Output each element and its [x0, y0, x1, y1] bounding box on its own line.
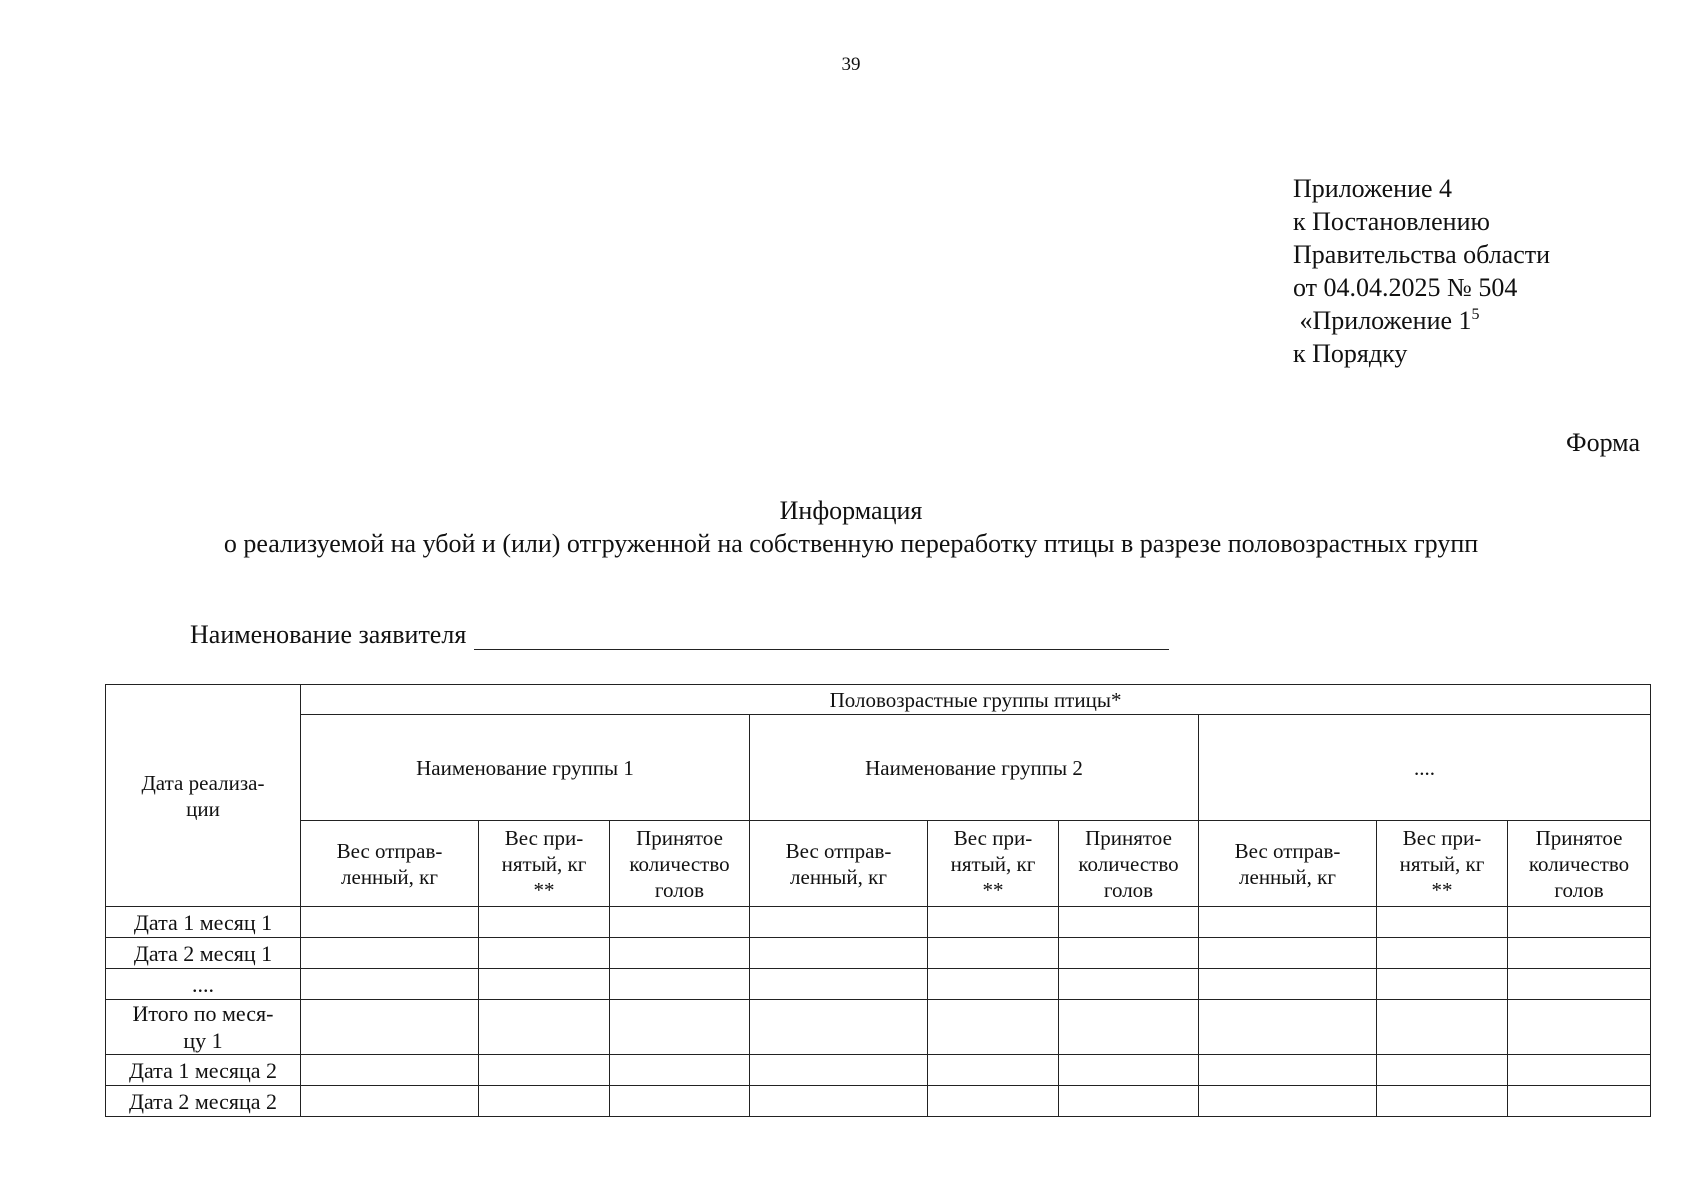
document-title: Информация — [779, 496, 923, 525]
empty-entry-cell[interactable] — [301, 1000, 479, 1055]
table-row — [106, 1000, 1651, 1055]
poultry-sales-table — [105, 684, 1651, 1117]
row-label: Дата 2 месяц 1 — [106, 938, 301, 969]
empty-entry-cell[interactable] — [928, 938, 1059, 969]
empty-entry-cell[interactable] — [1199, 969, 1377, 1000]
document-subtitle: о реализуемой на убой и (или) отгруженной на собственную переработку птицы в разрезе половозрастных групп — [223, 529, 1479, 558]
row-label: Дата 2 месяца 2 — [106, 1086, 301, 1117]
empty-entry-cell[interactable] — [750, 1086, 928, 1117]
subcolumn-header: Вес при- нятый, кг ** — [479, 821, 610, 907]
empty-entry-cell[interactable] — [479, 907, 610, 938]
empty-entry-cell[interactable] — [928, 969, 1059, 1000]
empty-entry-cell[interactable] — [610, 907, 750, 938]
age-groups-header: Половозрастные группы птицы* — [301, 685, 1651, 715]
subcolumn-header: Вес отправ- ленный, кг — [750, 821, 928, 907]
date-column-header: Дата реализа- ции — [106, 685, 301, 907]
empty-entry-cell[interactable] — [301, 1055, 479, 1086]
appendix-reference — [1293, 172, 1550, 370]
empty-entry-cell[interactable] — [1199, 1086, 1377, 1117]
empty-entry-cell[interactable] — [1377, 1086, 1508, 1117]
empty-entry-cell[interactable] — [301, 1086, 479, 1117]
empty-entry-cell[interactable] — [1199, 1000, 1377, 1055]
group-header: .... — [1199, 715, 1651, 821]
empty-entry-cell[interactable] — [1508, 907, 1651, 938]
appendix-line: к Порядку — [1293, 339, 1408, 368]
empty-entry-cell[interactable] — [479, 969, 610, 1000]
empty-entry-cell[interactable] — [1059, 938, 1199, 969]
empty-entry-cell[interactable] — [479, 1055, 610, 1086]
empty-entry-cell[interactable] — [928, 1055, 1059, 1086]
empty-entry-cell[interactable] — [1199, 938, 1377, 969]
table-row — [106, 907, 1651, 938]
empty-entry-cell[interactable] — [1508, 938, 1651, 969]
empty-entry-cell[interactable] — [928, 1000, 1059, 1055]
empty-entry-cell[interactable] — [301, 969, 479, 1000]
applicant-field — [190, 620, 1169, 650]
empty-entry-cell[interactable] — [1059, 907, 1199, 938]
empty-entry-cell[interactable] — [1508, 1086, 1651, 1117]
empty-entry-cell[interactable] — [610, 1055, 750, 1086]
empty-entry-cell[interactable] — [1377, 969, 1508, 1000]
table-row — [106, 938, 1651, 969]
appendix-line: Правительства области — [1293, 240, 1551, 269]
row-label: .... — [106, 969, 301, 1000]
empty-entry-cell[interactable] — [750, 969, 928, 1000]
empty-entry-cell[interactable] — [1199, 1055, 1377, 1086]
appendix-line: к Постановлению — [1293, 207, 1490, 236]
table-row — [106, 1086, 1651, 1117]
empty-entry-cell[interactable] — [301, 907, 479, 938]
subcolumn-header: Вес отправ- ленный, кг — [1199, 821, 1377, 907]
empty-entry-cell[interactable] — [610, 1000, 750, 1055]
empty-entry-cell[interactable] — [750, 907, 928, 938]
empty-entry-cell[interactable] — [1059, 1055, 1199, 1086]
empty-entry-cell[interactable] — [1059, 1000, 1199, 1055]
empty-entry-cell[interactable] — [479, 1000, 610, 1055]
form-label: Форма — [1566, 428, 1640, 457]
subcolumn-header: Вес при- нятый, кг ** — [1377, 821, 1508, 907]
group-header: Наименование группы 1 — [301, 715, 750, 821]
empty-entry-cell[interactable] — [1059, 1086, 1199, 1117]
empty-entry-cell[interactable] — [1377, 938, 1508, 969]
appendix-superscript: 5 — [1471, 306, 1480, 323]
applicant-input-line[interactable] — [474, 623, 1169, 650]
empty-entry-cell[interactable] — [750, 938, 928, 969]
empty-entry-cell[interactable] — [750, 1055, 928, 1086]
table-row — [106, 969, 1651, 1000]
empty-entry-cell[interactable] — [610, 938, 750, 969]
empty-entry-cell[interactable] — [1377, 1000, 1508, 1055]
empty-entry-cell[interactable] — [1377, 907, 1508, 938]
subcolumn-header: Вес отправ- ленный, кг — [301, 821, 479, 907]
subcolumn-header: Принятое количество голов — [1508, 821, 1651, 907]
empty-entry-cell[interactable] — [610, 1086, 750, 1117]
appendix-line: от 04.04.2025 № 504 — [1293, 273, 1518, 302]
page-number: 39 — [841, 54, 861, 75]
empty-entry-cell[interactable] — [1199, 907, 1377, 938]
empty-entry-cell[interactable] — [928, 1086, 1059, 1117]
empty-entry-cell[interactable] — [928, 907, 1059, 938]
subcolumn-header: Принятое количество голов — [1059, 821, 1199, 907]
subcolumn-header: Принятое количество голов — [610, 821, 750, 907]
empty-entry-cell[interactable] — [479, 1086, 610, 1117]
empty-entry-cell[interactable] — [1377, 1055, 1508, 1086]
subcolumn-header: Вес при- нятый, кг ** — [928, 821, 1059, 907]
row-label: Дата 1 месяца 2 — [106, 1055, 301, 1086]
document-title-block — [0, 494, 1702, 560]
appendix-line-text: «Приложение 1 — [1293, 306, 1472, 335]
appendix-line — [1293, 304, 1550, 337]
row-label: Дата 1 месяц 1 — [106, 907, 301, 938]
empty-entry-cell[interactable] — [1059, 969, 1199, 1000]
empty-entry-cell[interactable] — [750, 1000, 928, 1055]
empty-entry-cell[interactable] — [301, 938, 479, 969]
appendix-line: Приложение 4 — [1293, 174, 1453, 203]
empty-entry-cell[interactable] — [1508, 1055, 1651, 1086]
empty-entry-cell[interactable] — [610, 969, 750, 1000]
row-label: Итого по меся- цу 1 — [106, 1000, 301, 1055]
empty-entry-cell[interactable] — [1508, 1000, 1651, 1055]
group-header: Наименование группы 2 — [750, 715, 1199, 821]
table-row — [106, 1055, 1651, 1086]
applicant-label: Наименование заявителя — [190, 620, 467, 649]
empty-entry-cell[interactable] — [479, 938, 610, 969]
empty-entry-cell[interactable] — [1508, 969, 1651, 1000]
